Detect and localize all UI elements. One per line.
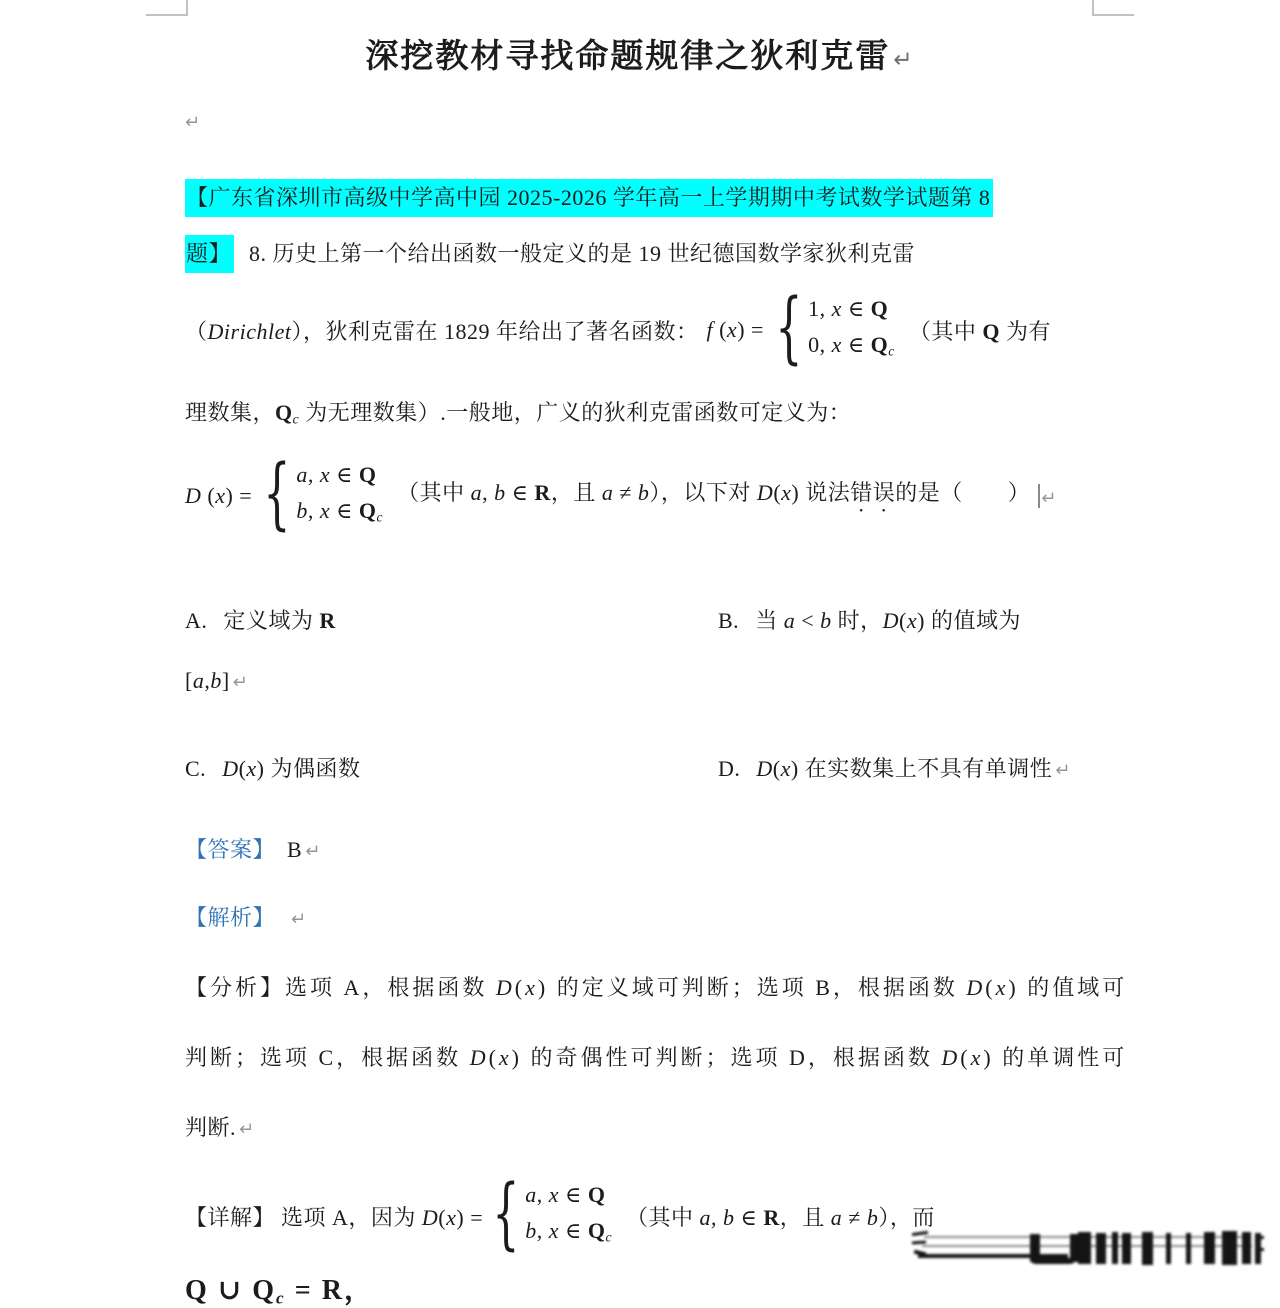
option-b	[718, 604, 1021, 635]
paragraph-mark: ↵	[185, 112, 201, 133]
option-c	[185, 752, 361, 783]
fenxi-line3	[185, 1111, 255, 1142]
intro-text-cont: （其中 Q 为有	[908, 318, 1051, 344]
option-a-label: A.	[185, 608, 208, 633]
answer-label: 【答案】	[185, 837, 276, 862]
source-reference-line1	[185, 181, 993, 212]
formula-case: a, x ∈ Q	[525, 1181, 606, 1207]
formula-cases	[296, 459, 383, 533]
body-text: 理数集，Qc 为无理数集）.一般地，广义的狄利克雷函数可定义为：	[185, 400, 852, 427]
line-break-mark: ↵	[1038, 484, 1057, 508]
answer-value: B	[287, 837, 303, 862]
paragraph-mark: ↵	[1055, 760, 1071, 781]
highlighted-text: 题】	[185, 235, 234, 273]
option-b-label: B.	[718, 608, 740, 633]
paragraph-mark: ↵	[239, 1119, 255, 1140]
option-d	[718, 752, 1071, 783]
stem-text: （其中 a, b ∈ R，且 a ≠ b），以下对 D(x) 说法错误的是（ ）	[397, 479, 1031, 505]
redaction-smear	[912, 1226, 1264, 1276]
left-brace: {	[775, 282, 803, 373]
question-lead: 8. 历史上第一个给出函数一般定义的是 19 世纪德国数学家狄利克雷	[249, 241, 916, 266]
option-d-text: D(x) 在实数集上不具有单调性	[756, 756, 1053, 781]
union-formula: Q ∪ Qc = R，	[185, 1275, 374, 1308]
fenxi-line1	[185, 971, 1127, 1002]
fenxi-line2	[185, 1041, 1127, 1072]
cutoff-formula-line	[185, 1268, 374, 1308]
option-c-label: C.	[185, 756, 207, 781]
option-b-continuation	[185, 668, 248, 694]
option-b-text: 当 a < b 时，D(x) 的值域为	[755, 608, 1021, 633]
detail-paragraph	[185, 1168, 935, 1260]
option-d-label: D.	[718, 756, 741, 781]
formula-cases	[525, 1179, 612, 1253]
page-margin-mark-right	[1092, 0, 1134, 16]
fenxi-text: 判断.	[185, 1115, 237, 1140]
detail-pre-text: 选项 A，因为 D(x) =	[281, 1204, 484, 1230]
analysis-label: 【解析】	[185, 905, 276, 930]
D-piecewise-formula	[185, 448, 384, 539]
detail-post-text: （其中 a, b ∈ R，且 a ≠ b），而	[626, 1204, 935, 1230]
source-reference-line2	[185, 237, 915, 268]
option-a	[185, 604, 336, 635]
rational-set-line	[185, 396, 851, 427]
empty-paragraph	[185, 108, 201, 134]
detail-label: 【详解】	[185, 1204, 276, 1230]
formula-head: f (x) =	[706, 317, 764, 342]
option-c-text: D(x) 为偶函数	[222, 756, 361, 781]
formula-case: b, x ∈ Qc	[525, 1217, 613, 1245]
left-brace: {	[263, 448, 292, 539]
formula-case: b, x ∈ Qc	[296, 497, 384, 525]
f-piecewise-formula	[706, 282, 895, 373]
analysis-header	[185, 901, 307, 932]
dirichlet-intro-paragraph	[185, 282, 1051, 373]
formula-cases	[808, 293, 895, 367]
formula-case: 0, x ∈ Qc	[808, 331, 895, 359]
fenxi-label: 【分析】	[185, 975, 286, 1000]
formula-case: a, x ∈ Q	[296, 461, 377, 487]
question-stem	[185, 448, 1057, 540]
interval-text: [a,b]	[185, 668, 230, 693]
D-piecewise-formula	[483, 1168, 613, 1259]
paragraph-mark: ↵	[893, 47, 915, 73]
paragraph-mark: ↵	[305, 841, 321, 862]
paragraph-mark: ↵	[291, 909, 307, 930]
page-title	[0, 30, 1280, 77]
left-brace: {	[492, 1168, 520, 1259]
page-margin-mark-left	[146, 0, 188, 16]
paragraph-mark: ↵	[232, 672, 249, 693]
answer-row	[185, 833, 321, 864]
formula-head: D (x) =	[185, 483, 253, 508]
page-title-text: 深挖教材寻找命题规律之狄利克雷	[365, 39, 891, 75]
intro-text: （Dirichlet），狄利克雷在 1829 年给出了著名函数：	[185, 318, 699, 344]
highlighted-text: 【广东省深圳市高级中学高中园 2025-2026 学年高一上学期期中考试数学试题第 8	[185, 179, 993, 217]
option-a-text: 定义域为 R	[223, 608, 336, 633]
fenxi-text: 选项 A，根据函数 D(x) 的定义域可判断；选项 B，根据函数 D(x) 的值域可	[285, 975, 1128, 1000]
formula-case: 1, x ∈ Q	[808, 295, 889, 321]
fenxi-text: 判断；选项 C，根据函数 D(x) 的奇偶性可判断；选项 D，根据函数 D(x) 的单调性可	[185, 1045, 1128, 1070]
